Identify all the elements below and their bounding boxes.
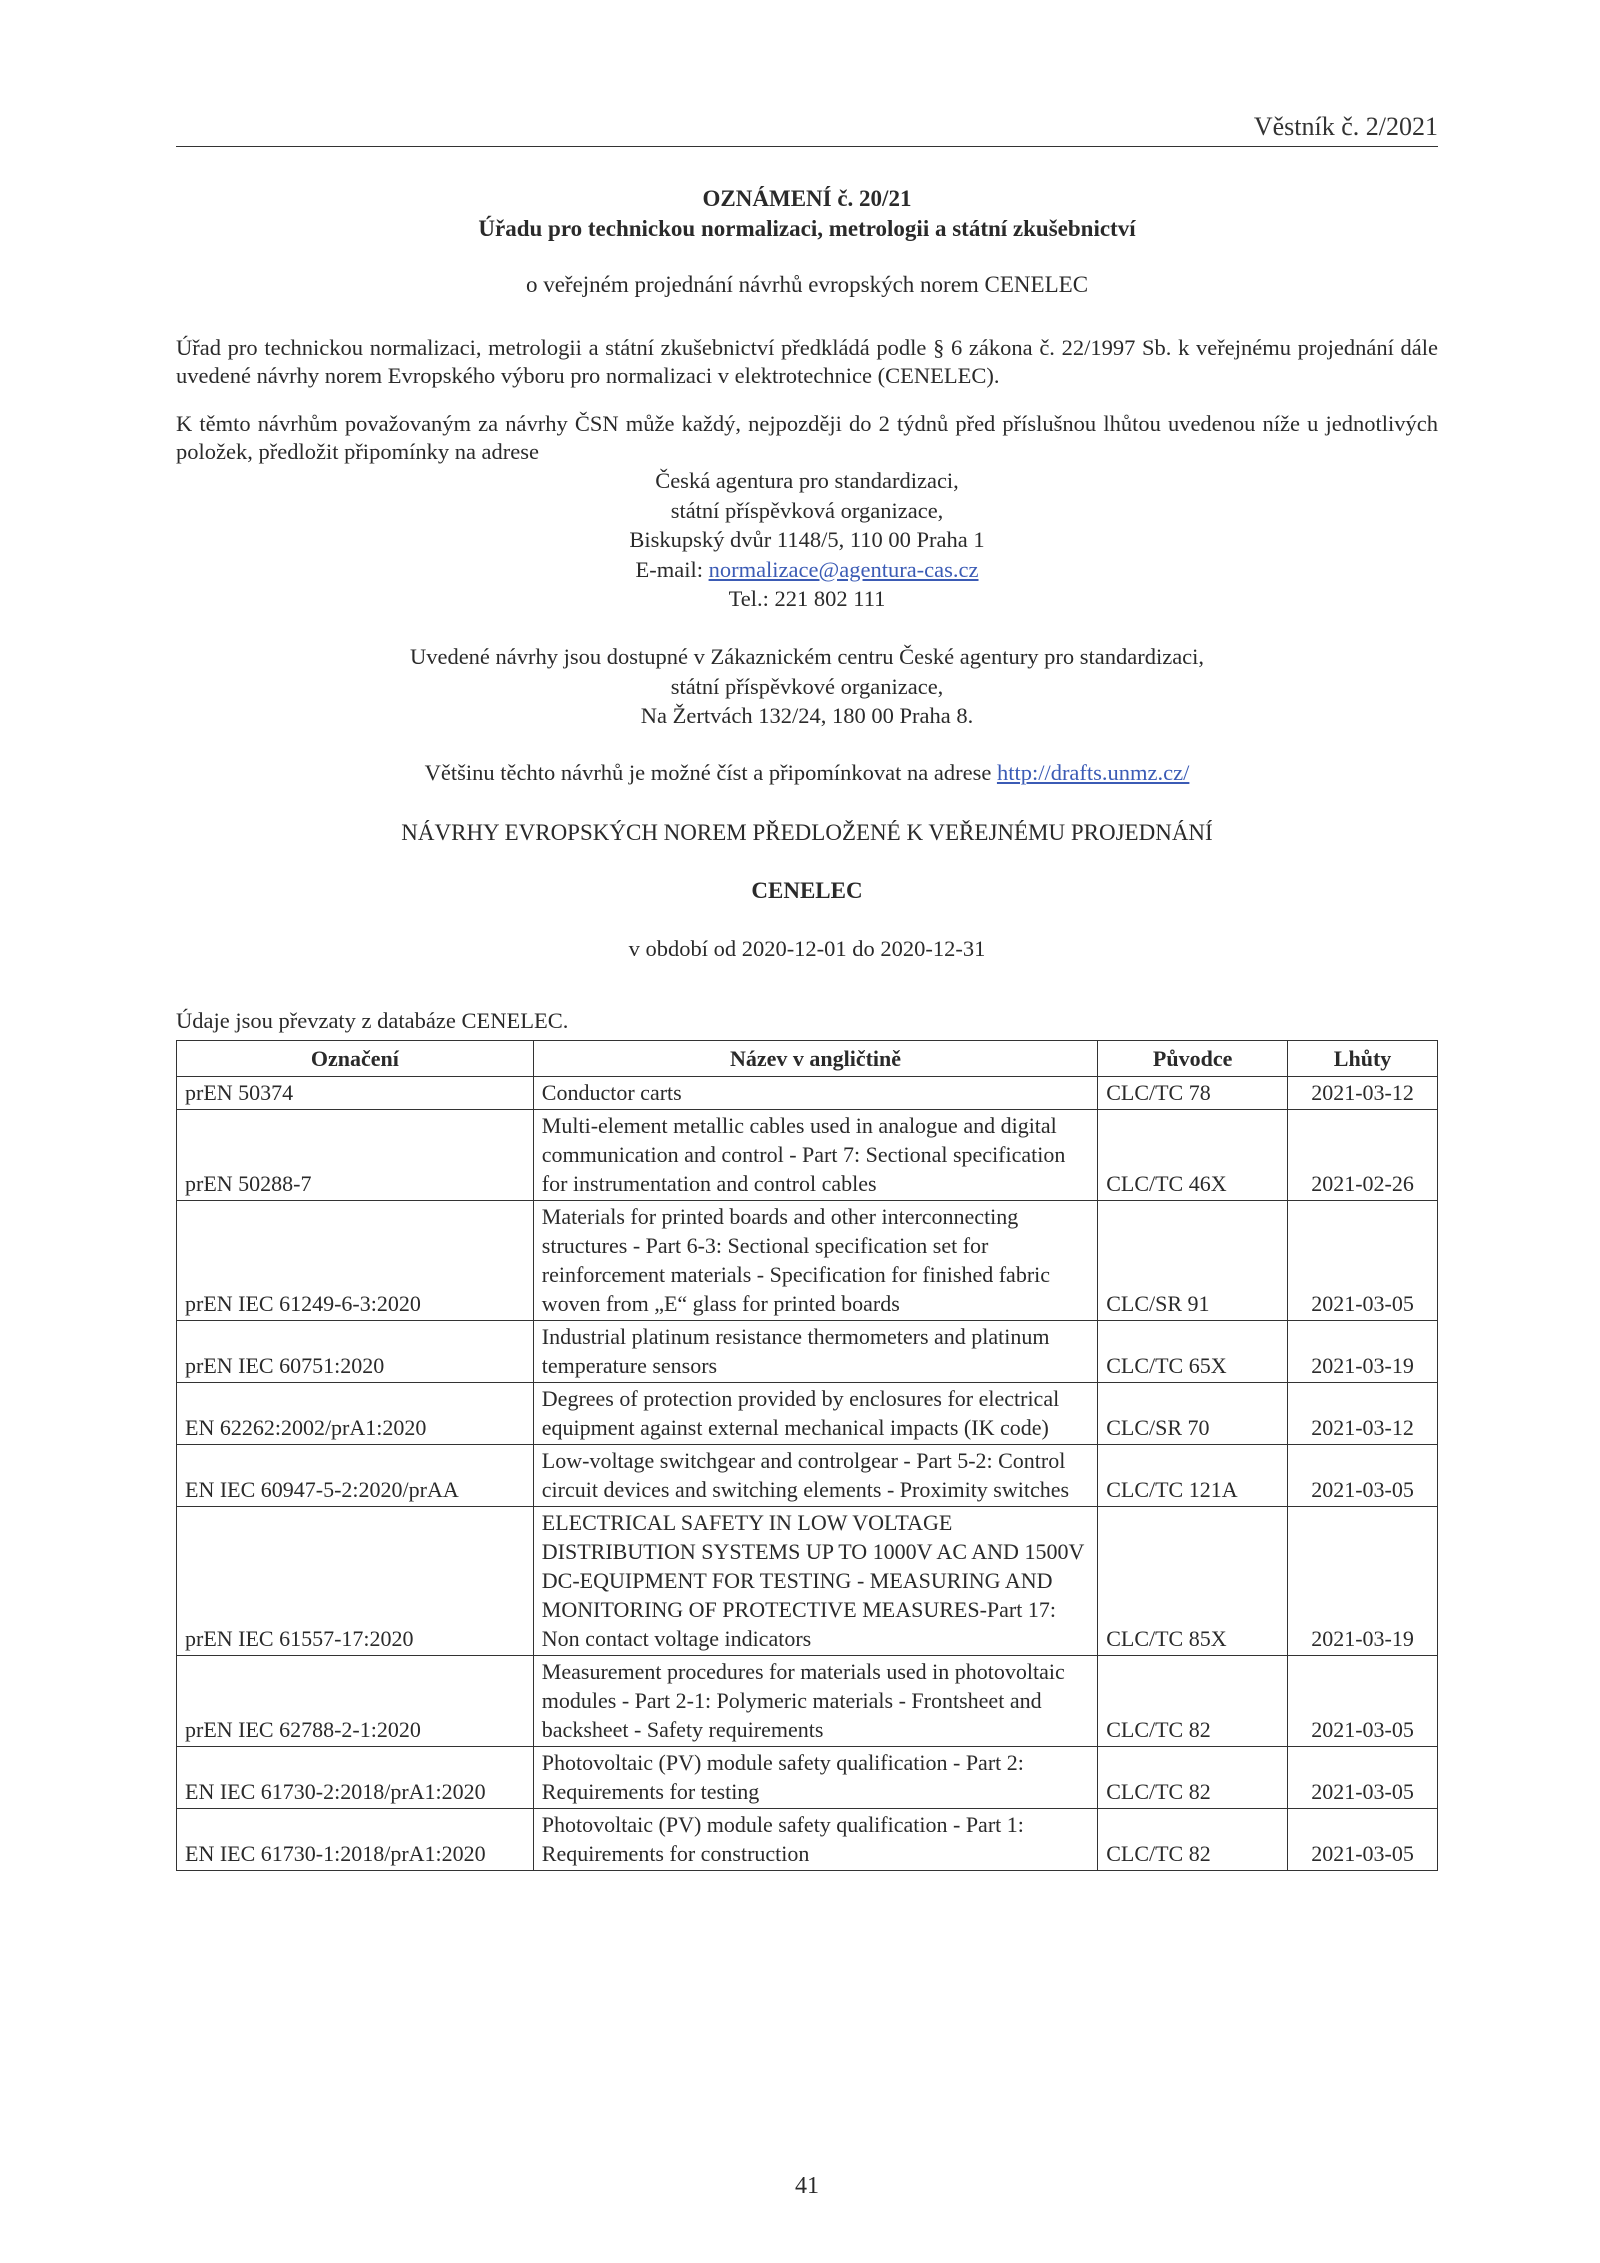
drafts-link[interactable]: http://drafts.unmz.cz/ <box>996 760 1190 785</box>
cell-deadline: 2021-02-26 <box>1288 1110 1438 1201</box>
cell-deadline: 2021-03-19 <box>1288 1321 1438 1383</box>
notice-subtitle: o veřejném projednání návrhů evropských norem CENELEC <box>525 272 1089 297</box>
comments-paragraph: K těmto návrhům považovaným za návrhy ČSN může každý, nejpozději do 2 týdnů před příslušnou lhůtou uvedenou níže u jednotlivých položek, předložit připomínky na adrese <box>176 411 1438 464</box>
section-heading: NÁVRHY EVROPSKÝCH NOREM PŘEDLOŽENÉ K VEŘEJNÉMU PROJEDNÁNÍ <box>401 820 1213 845</box>
table-row <box>177 1201 1438 1321</box>
cell-origin: CLC/SR 70 <box>1098 1383 1288 1445</box>
cell-code: prEN 50374 <box>177 1077 534 1110</box>
cell-origin: CLC/TC 82 <box>1098 1809 1288 1871</box>
cell-title: Photovoltaic (PV) module safety qualification - Part 2: Requirements for testing <box>533 1747 1097 1809</box>
address-line: Česká agentura pro standardizaci, <box>655 468 959 493</box>
notice-number: OZNÁMENÍ č. 20/21 <box>702 186 912 211</box>
cell-title: Photovoltaic (PV) module safety qualification - Part 1: Requirements for construction <box>533 1809 1097 1871</box>
column-header-code: Označení <box>177 1041 534 1077</box>
availability-block <box>176 642 1438 731</box>
address-line: státní příspěvková organizace, <box>670 497 944 523</box>
cell-title: Measurement procedures for materials used in photovoltaic modules - Part 2-1: Polymeric materials - Frontsheet and backsheet - Safety requirements <box>533 1656 1097 1747</box>
cell-title: Low-voltage switchgear and controlgear - Part 5-2: Control circuit devices and switching elements - Proximity switches <box>533 1445 1097 1507</box>
cell-title: ELECTRICAL SAFETY IN LOW VOLTAGE DISTRIBUTION SYSTEMS UP TO 1000V AC AND 1500V DC-EQUIPMENT FOR TESTING - MEASURING AND MONITORING OF PROTECTIVE MEASURES-Part 17: Non contact voltage indicators <box>533 1507 1097 1656</box>
cell-origin: CLC/TC 82 <box>1098 1656 1288 1747</box>
header-rule <box>176 146 1438 147</box>
table-row <box>177 1110 1438 1201</box>
notice-title <box>176 184 1438 244</box>
cell-origin: CLC/TC 78 <box>1098 1077 1288 1110</box>
email-line <box>176 555 1438 585</box>
address-line: Biskupský dvůr 1148/5, 110 00 Praha 1 <box>629 527 985 552</box>
cell-title: Materials for printed boards and other interconnecting structures - Part 6-3: Sectional specification set for reinforcement materials - Specification for finished fabric woven from „E“ glass for printed boards <box>533 1201 1097 1321</box>
table-row <box>177 1383 1438 1445</box>
cell-code: EN IEC 60947-5-2:2020/prAA <box>177 1445 534 1507</box>
table-row <box>177 1747 1438 1809</box>
email-link[interactable]: normalizace@agentura-cas.cz <box>708 556 979 582</box>
comments-address <box>176 466 1438 614</box>
online-drafts-text: Většinu těchto návrhů je možné číst a připomínkovat na adrese <box>424 760 997 785</box>
availability-line: Na Žertvách 132/24, 180 00 Praha 8. <box>640 703 974 728</box>
availability-line: státní příspěvkové organizace, <box>670 673 944 699</box>
cell-origin: CLC/TC 82 <box>1098 1747 1288 1809</box>
cell-origin: CLC/TC 85X <box>1098 1507 1288 1656</box>
column-header-deadline: Lhůty <box>1288 1041 1438 1077</box>
intro-paragraph: Úřad pro technickou normalizaci, metrologii a státní zkušebnictví předkládá podle § 6 zákona č. 22/1997 Sb. k veřejnému projednání dále uvedené návrhy norem Evropského výboru pro normalizaci v elektrotechnice (CENELEC). <box>176 335 1438 388</box>
cell-origin: CLC/TC 65X <box>1098 1321 1288 1383</box>
data-source-note: Údaje jsou převzaty z databáze CENELEC. <box>176 1008 569 1033</box>
table-row <box>177 1656 1438 1747</box>
cell-title: Industrial platinum resistance thermometers and platinum temperature sensors <box>533 1321 1097 1383</box>
cell-deadline: 2021-03-05 <box>1288 1747 1438 1809</box>
column-header-title: Název v angličtině <box>533 1041 1097 1077</box>
cell-code: EN IEC 61730-1:2018/prA1:2020 <box>177 1809 534 1871</box>
organization-heading: CENELEC <box>751 878 863 903</box>
table-header-row <box>177 1041 1438 1077</box>
cell-deadline: 2021-03-12 <box>1288 1077 1438 1110</box>
cell-title: Conductor carts <box>533 1077 1097 1110</box>
column-header-origin: Původce <box>1098 1041 1288 1077</box>
cell-title: Degrees of protection provided by enclosures for electrical equipment against external mechanical impacts (IK code) <box>533 1383 1097 1445</box>
cell-origin: CLC/TC 46X <box>1098 1110 1288 1201</box>
period-line: v období od 2020-12-01 do 2020-12-31 <box>628 936 986 961</box>
cell-deadline: 2021-03-05 <box>1288 1656 1438 1747</box>
online-drafts-line <box>176 758 1438 788</box>
cell-code: prEN 50288-7 <box>177 1110 534 1201</box>
issuing-office: Úřadu pro technickou normalizaci, metrologii a státní zkušebnictví <box>478 216 1136 241</box>
cell-deadline: 2021-03-05 <box>1288 1809 1438 1871</box>
table-row <box>177 1809 1438 1871</box>
table-row <box>177 1077 1438 1110</box>
cell-deadline: 2021-03-19 <box>1288 1507 1438 1656</box>
norms-table <box>176 1040 1438 1871</box>
table-row <box>177 1321 1438 1383</box>
table-row <box>177 1507 1438 1656</box>
cell-origin: CLC/TC 121A <box>1098 1445 1288 1507</box>
cell-code: prEN IEC 60751:2020 <box>177 1321 534 1383</box>
cell-code: EN 62262:2002/prA1:2020 <box>177 1383 534 1445</box>
phone-line: Tel.: 221 802 111 <box>728 586 886 611</box>
cell-origin: CLC/SR 91 <box>1098 1201 1288 1321</box>
cell-code: EN IEC 61730-2:2018/prA1:2020 <box>177 1747 534 1809</box>
availability-line: Uvedené návrhy jsou dostupné v Zákaznickém centru České agentury pro standardizaci, <box>409 644 1205 669</box>
cell-deadline: 2021-03-05 <box>1288 1201 1438 1321</box>
cell-deadline: 2021-03-12 <box>1288 1383 1438 1445</box>
cell-code: prEN IEC 62788-2-1:2020 <box>177 1656 534 1747</box>
page-number: 41 <box>795 2173 819 2199</box>
cell-title: Multi-element metallic cables used in analogue and digital communication and control - Part 7: Sectional specification for instrumentation and control cables <box>533 1110 1097 1201</box>
cell-deadline: 2021-03-05 <box>1288 1445 1438 1507</box>
running-head: Věstník č. 2/2021 <box>1253 112 1438 141</box>
table-row <box>177 1445 1438 1507</box>
cell-code: prEN IEC 61557-17:2020 <box>177 1507 534 1656</box>
email-label: E-mail: <box>635 556 709 582</box>
cell-code: prEN IEC 61249-6-3:2020 <box>177 1201 534 1321</box>
